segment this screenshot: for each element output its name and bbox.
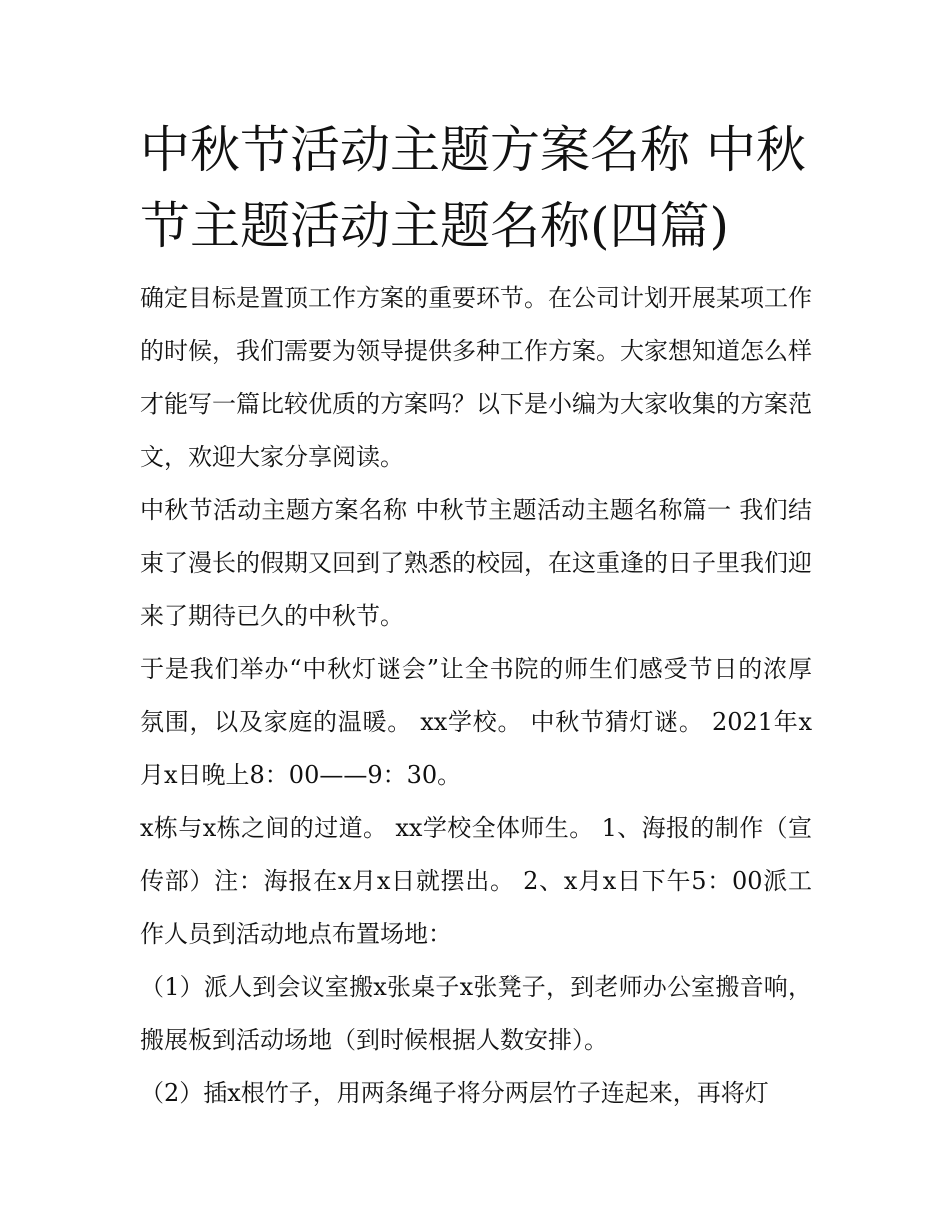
- document-page: [140, 112, 812, 1120]
- paragraph-step-one: （1）派人到会议室搬x张桌子x张凳子，到老师办公室搬音响，搬展板到活动场地（到时候根据人数安排）。: [140, 973, 812, 1054]
- document-title: 中秋节活动主题方案名称 中秋节主题活动主题名称(四篇): [140, 121, 806, 255]
- paragraph-event-info: 于是我们举办“中秋灯谜会”让全书院的师生们感受节日的浓厚氛围，以及家庭的温暖。 xx学校。 中秋节猜灯谜。 2021年x月x日晚上8：00——9：30。: [140, 655, 812, 789]
- paragraph-intro: 确定目标是置顶工作方案的重要环节。在公司计划开展某项工作的时候，我们需要为领导提供多种工作方案。大家想知道怎么样才能写一篇比较优质的方案吗？以下是小编为大家收集的方案范文，欢迎大家分享阅读。: [140, 284, 812, 471]
- paragraph-article-one: 中秋节活动主题方案名称 中秋节主题活动主题名称篇一 我们结束了漫长的假期又回到了熟悉的校园，在这重逢的日子里我们迎来了期待已久的中秋节。: [140, 496, 812, 630]
- paragraph-step-two: （2）插x根竹子，用两条绳子将分两层竹子连起来，再将灯: [140, 1079, 769, 1107]
- paragraph-venue-preparation: x栋与x栋之间的过道。 xx学校全体师生。 1、海报的制作（宣传部）注：海报在x月x日就摆出。 2、x月x日下午5：00派工作人员到活动地点布置场地：: [140, 814, 812, 948]
